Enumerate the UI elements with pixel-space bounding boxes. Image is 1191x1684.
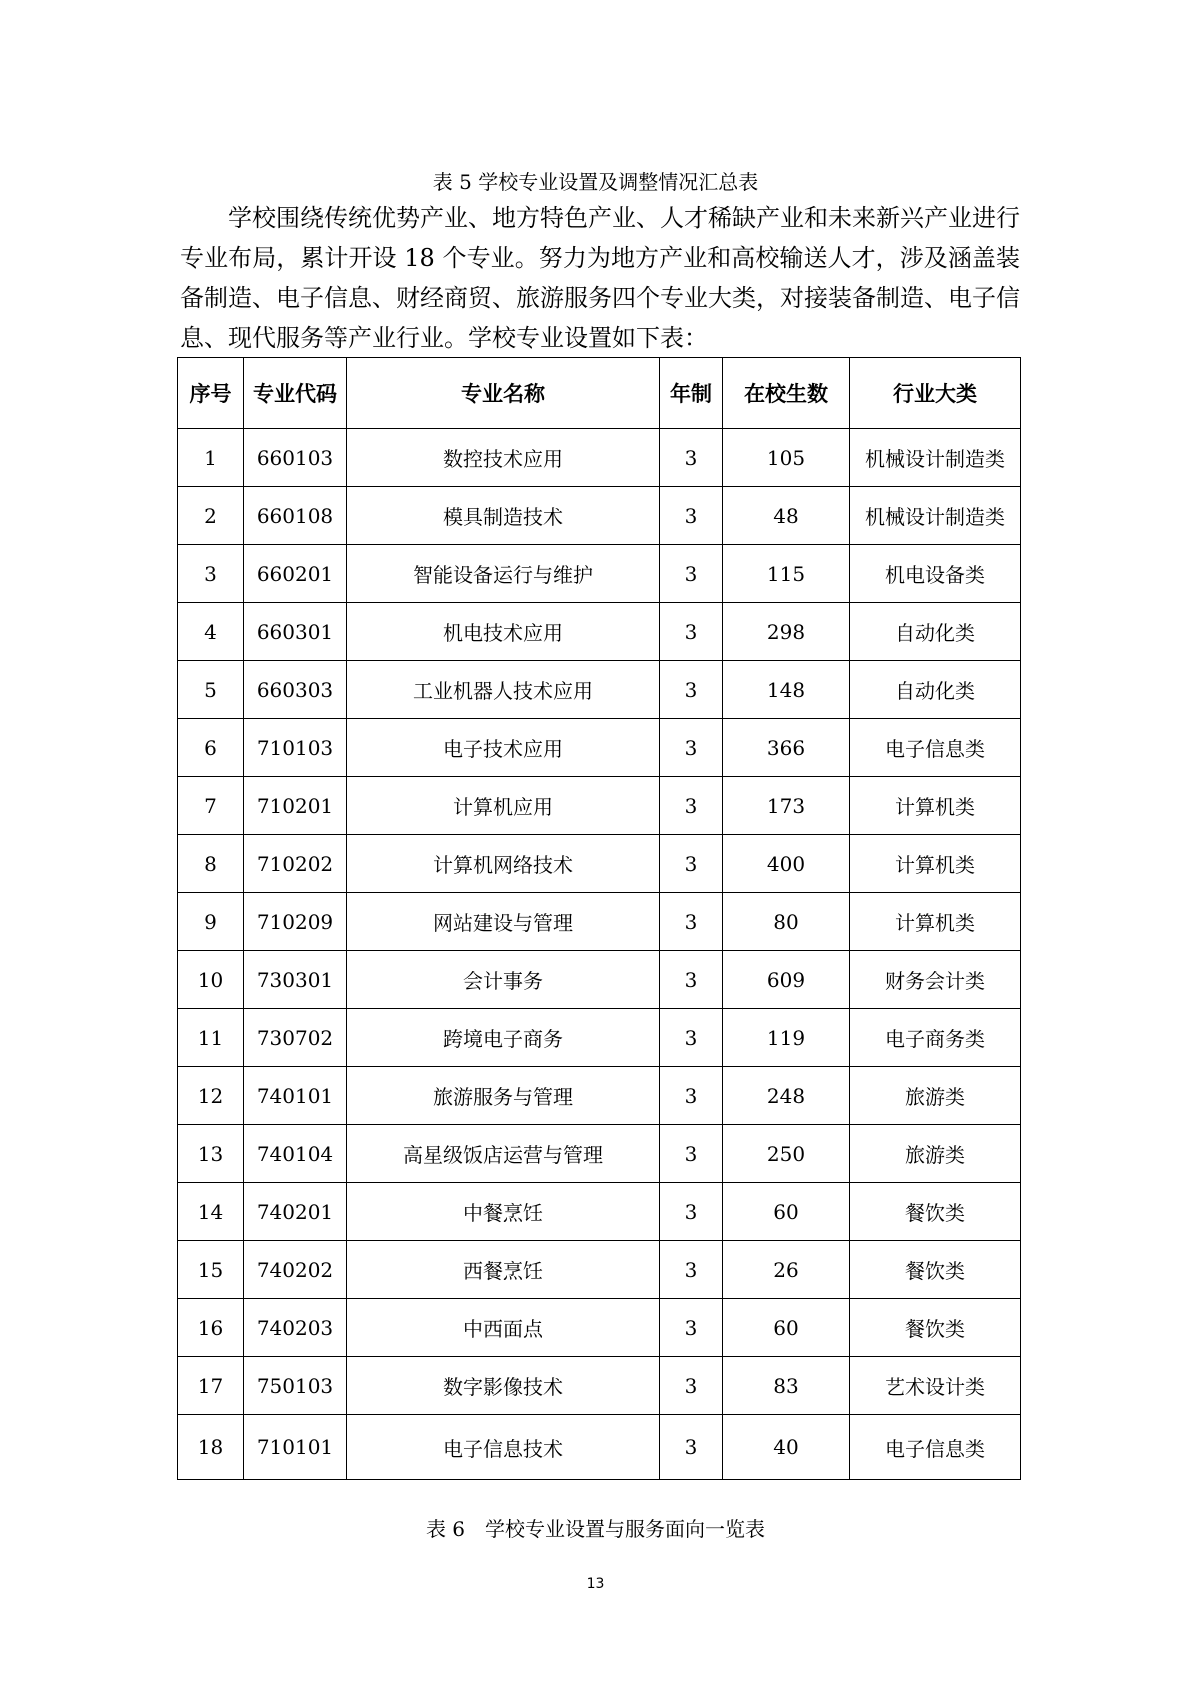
table-row xyxy=(178,1299,1021,1357)
table-row xyxy=(178,1357,1021,1415)
cell-code: 730301 xyxy=(244,951,347,1009)
cell-industry: 电子信息类 xyxy=(850,1415,1021,1480)
cell-enrollment: 148 xyxy=(723,661,850,719)
cell-code: 750103 xyxy=(244,1357,347,1415)
cell-years: 3 xyxy=(660,951,723,1009)
cell-enrollment: 366 xyxy=(723,719,850,777)
cell-industry: 艺术设计类 xyxy=(850,1357,1021,1415)
cell-years: 3 xyxy=(660,661,723,719)
cell-industry: 餐饮类 xyxy=(850,1183,1021,1241)
cell-industry: 机电设备类 xyxy=(850,545,1021,603)
intro-paragraph: 学校围绕传统优势产业、地方特色产业、人才稀缺产业和未来新兴产业进行专业布局，累计开设 18 个专业。努力为地方产业和高校输送人才，涉及涵盖装备制造、电子信息、财经商贸、旅游服务四个专业大类，对接装备制造、电子信息、现代服务等产业行业。学校专业设置如下表： xyxy=(180,204,1020,352)
next-table-caption: 表 6 学校专业设置与服务面向一览表 xyxy=(425,1517,766,1541)
table-body xyxy=(178,429,1021,1480)
header-code: 专业代码 xyxy=(244,358,347,429)
cell-index: 7 xyxy=(178,777,244,835)
cell-years: 3 xyxy=(660,1415,723,1480)
cell-enrollment: 298 xyxy=(723,603,850,661)
cell-enrollment: 248 xyxy=(723,1067,850,1125)
cell-name: 计算机应用 xyxy=(347,777,660,835)
cell-industry: 财务会计类 xyxy=(850,951,1021,1009)
cell-code: 710209 xyxy=(244,893,347,951)
cell-name: 网站建设与管理 xyxy=(347,893,660,951)
cell-index: 13 xyxy=(178,1125,244,1183)
cell-years: 3 xyxy=(660,719,723,777)
cell-code: 660303 xyxy=(244,661,347,719)
cell-years: 3 xyxy=(660,1125,723,1183)
table-row xyxy=(178,545,1021,603)
cell-code: 740202 xyxy=(244,1241,347,1299)
cell-enrollment: 400 xyxy=(723,835,850,893)
cell-name: 机电技术应用 xyxy=(347,603,660,661)
cell-code: 710202 xyxy=(244,835,347,893)
cell-years: 3 xyxy=(660,835,723,893)
header-industry: 行业大类 xyxy=(850,358,1021,429)
table-row xyxy=(178,1009,1021,1067)
cell-name: 旅游服务与管理 xyxy=(347,1067,660,1125)
cell-industry: 电子商务类 xyxy=(850,1009,1021,1067)
cell-enrollment: 26 xyxy=(723,1241,850,1299)
cell-index: 9 xyxy=(178,893,244,951)
cell-years: 3 xyxy=(660,1241,723,1299)
cell-industry: 自动化类 xyxy=(850,661,1021,719)
table-row xyxy=(178,835,1021,893)
cell-years: 3 xyxy=(660,893,723,951)
cell-industry: 计算机类 xyxy=(850,893,1021,951)
table-row xyxy=(178,603,1021,661)
table-row xyxy=(178,1241,1021,1299)
header-index: 序号 xyxy=(178,358,244,429)
cell-industry: 餐饮类 xyxy=(850,1299,1021,1357)
cell-code: 660108 xyxy=(244,487,347,545)
cell-name: 会计事务 xyxy=(347,951,660,1009)
cell-code: 710103 xyxy=(244,719,347,777)
cell-index: 2 xyxy=(178,487,244,545)
cell-name: 数控技术应用 xyxy=(347,429,660,487)
cell-code: 740201 xyxy=(244,1183,347,1241)
cell-name: 智能设备运行与维护 xyxy=(347,545,660,603)
cell-code: 740203 xyxy=(244,1299,347,1357)
cell-years: 3 xyxy=(660,429,723,487)
cell-index: 4 xyxy=(178,603,244,661)
cell-code: 740104 xyxy=(244,1125,347,1183)
cell-name: 电子技术应用 xyxy=(347,719,660,777)
cell-index: 1 xyxy=(178,429,244,487)
cell-enrollment: 60 xyxy=(723,1299,850,1357)
cell-years: 3 xyxy=(660,487,723,545)
cell-industry: 机械设计制造类 xyxy=(850,487,1021,545)
cell-industry: 自动化类 xyxy=(850,603,1021,661)
table-row xyxy=(178,777,1021,835)
cell-years: 3 xyxy=(660,1357,723,1415)
cell-name: 工业机器人技术应用 xyxy=(347,661,660,719)
cell-industry: 电子信息类 xyxy=(850,719,1021,777)
cell-years: 3 xyxy=(660,777,723,835)
table-row xyxy=(178,951,1021,1009)
table-row xyxy=(178,1125,1021,1183)
cell-name: 中餐烹饪 xyxy=(347,1183,660,1241)
cell-name: 跨境电子商务 xyxy=(347,1009,660,1067)
cell-code: 660301 xyxy=(244,603,347,661)
cell-index: 3 xyxy=(178,545,244,603)
cell-industry: 旅游类 xyxy=(850,1125,1021,1183)
cell-industry: 餐饮类 xyxy=(850,1241,1021,1299)
cell-industry: 机械设计制造类 xyxy=(850,429,1021,487)
cell-name: 数字影像技术 xyxy=(347,1357,660,1415)
header-name: 专业名称 xyxy=(347,358,660,429)
cell-name: 电子信息技术 xyxy=(347,1415,660,1480)
table-row xyxy=(178,1067,1021,1125)
cell-enrollment: 250 xyxy=(723,1125,850,1183)
table-caption: 表 5 学校专业设置及调整情况汇总表 xyxy=(432,170,759,194)
header-enrollment: 在校生数 xyxy=(723,358,850,429)
cell-name: 计算机网络技术 xyxy=(347,835,660,893)
cell-enrollment: 60 xyxy=(723,1183,850,1241)
cell-index: 6 xyxy=(178,719,244,777)
cell-enrollment: 48 xyxy=(723,487,850,545)
table-header-row xyxy=(178,358,1021,429)
cell-years: 3 xyxy=(660,603,723,661)
cell-name: 模具制造技术 xyxy=(347,487,660,545)
cell-index: 8 xyxy=(178,835,244,893)
cell-name: 高星级饭店运营与管理 xyxy=(347,1125,660,1183)
cell-years: 3 xyxy=(660,1183,723,1241)
cell-index: 15 xyxy=(178,1241,244,1299)
header-years: 年制 xyxy=(660,358,723,429)
table-row xyxy=(178,893,1021,951)
cell-years: 3 xyxy=(660,545,723,603)
cell-index: 11 xyxy=(178,1009,244,1067)
table-row xyxy=(178,719,1021,777)
cell-index: 17 xyxy=(178,1357,244,1415)
cell-enrollment: 115 xyxy=(723,545,850,603)
majors-table xyxy=(177,357,1021,1480)
cell-industry: 计算机类 xyxy=(850,835,1021,893)
cell-name: 中西面点 xyxy=(347,1299,660,1357)
cell-years: 3 xyxy=(660,1299,723,1357)
table-row xyxy=(178,429,1021,487)
page-number: 13 xyxy=(586,1576,605,1592)
cell-code: 710101 xyxy=(244,1415,347,1480)
table-row xyxy=(178,1415,1021,1480)
cell-code: 660201 xyxy=(244,545,347,603)
cell-code: 740101 xyxy=(244,1067,347,1125)
cell-code: 730702 xyxy=(244,1009,347,1067)
cell-enrollment: 119 xyxy=(723,1009,850,1067)
cell-code: 710201 xyxy=(244,777,347,835)
cell-enrollment: 40 xyxy=(723,1415,850,1480)
cell-enrollment: 80 xyxy=(723,893,850,951)
cell-years: 3 xyxy=(660,1067,723,1125)
table-row xyxy=(178,661,1021,719)
cell-index: 12 xyxy=(178,1067,244,1125)
table-row xyxy=(178,1183,1021,1241)
cell-index: 5 xyxy=(178,661,244,719)
cell-index: 10 xyxy=(178,951,244,1009)
cell-enrollment: 173 xyxy=(723,777,850,835)
cell-name: 西餐烹饪 xyxy=(347,1241,660,1299)
cell-index: 14 xyxy=(178,1183,244,1241)
cell-enrollment: 105 xyxy=(723,429,850,487)
cell-industry: 旅游类 xyxy=(850,1067,1021,1125)
cell-enrollment: 609 xyxy=(723,951,850,1009)
cell-index: 16 xyxy=(178,1299,244,1357)
cell-index: 18 xyxy=(178,1415,244,1480)
cell-code: 660103 xyxy=(244,429,347,487)
cell-years: 3 xyxy=(660,1009,723,1067)
table-row xyxy=(178,487,1021,545)
cell-industry: 计算机类 xyxy=(850,777,1021,835)
cell-enrollment: 83 xyxy=(723,1357,850,1415)
